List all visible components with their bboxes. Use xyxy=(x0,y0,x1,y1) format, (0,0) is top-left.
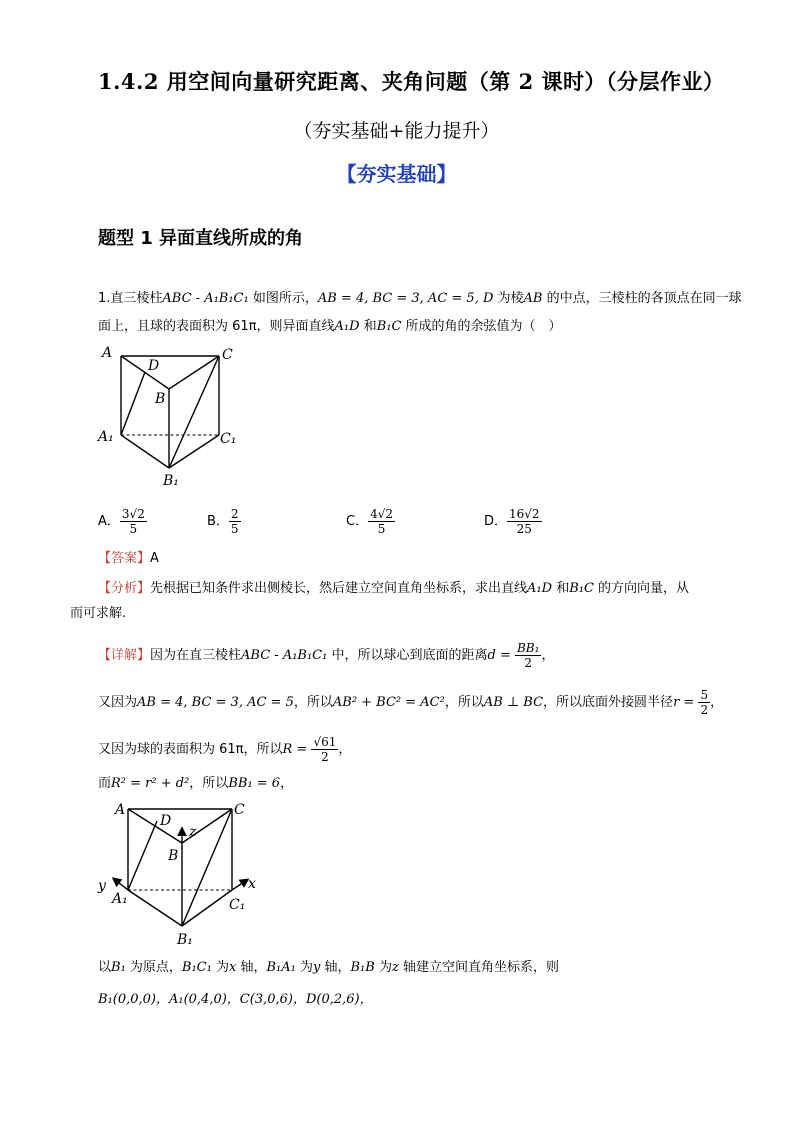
coords-line-2: B₁(0,0,0)，A₁(0,4,0)，C(3,0,6)，D(0,2,6)， xyxy=(98,992,373,1007)
fig1-label-B1: B₁ xyxy=(163,473,179,489)
prism-figure-1 xyxy=(96,342,256,492)
prism-figure-2-with-axes xyxy=(94,798,274,953)
coords-line-1: 以B₁ 为原点，B₁C₁ 为x 轴，B₁A₁ 为y 轴，B₁B 为z 轴建立空间直角坐标系，则 xyxy=(98,960,559,975)
fig2-label-B1: B₁ xyxy=(177,932,193,948)
fig2-label-z: z xyxy=(189,824,197,840)
detail-d-fraction: $\frac{\text{BB₁}}{2}$ xyxy=(516,641,540,670)
fig1-label-C: C xyxy=(222,347,233,363)
question-line-1: 1.直三棱柱ABC - A₁B₁C₁ 如图所示，AB = 4, BC = 3, AC = 5, D 为棱AB 的中点，三棱柱的各顶点在同一球 xyxy=(98,291,742,306)
fig2-label-A1: A₁ xyxy=(112,891,128,907)
fig1-label-A1: A₁ xyxy=(98,429,114,445)
fig2-label-C: C xyxy=(234,802,245,818)
fig2-label-A: A xyxy=(115,802,126,818)
fig1-label-B: B xyxy=(155,391,166,407)
option-a-fraction: $\frac{3√2}{5}$ xyxy=(121,507,145,536)
detail-line-1: 【详解】因为在直三棱柱ABC - A₁B₁C₁ 中，所以球心到底面的距离d = $\frac{\text{BB₁}}{2}$ ， xyxy=(98,641,555,670)
page-title: 1.4.2 用空间向量研究距离、夹角问题（第 2 课时）（分层作业） xyxy=(98,69,725,94)
question-type-heading: 题型 1 异面直线所成的角 xyxy=(98,228,304,249)
fig2-label-y: y xyxy=(98,878,106,894)
detail-line-3: 又因为球的表面积为 61π，所以R = $\frac{√61}{2}$ ， xyxy=(98,735,352,764)
section-heading: 【夯实基础】 xyxy=(336,162,457,186)
question-line-2: 面上，且球的表面积为 61π，则异面直线A₁D 和B₁C 所成的角的余弦值为（ ） xyxy=(98,319,562,334)
answer-line: 【答案】A xyxy=(98,551,159,566)
option-b-fraction: $\frac{2}{5}$ xyxy=(230,507,239,536)
fig1-label-C1: C₁ xyxy=(220,431,237,447)
fig2-label-x: x xyxy=(248,876,256,892)
detail-line-2: 又因为AB = 4, BC = 3, AC = 5，所以AB² + BC² = AC²，所以AB ⊥ BC，所以底面外接圆半径r = $\frac{5}{2}$ ， xyxy=(98,688,724,717)
option-a[interactable]: A． $\frac{3√2}{5}$ xyxy=(98,507,145,536)
option-d-fraction: $\frac{16√2}{25}$ xyxy=(509,507,540,536)
fig2-label-C1: C₁ xyxy=(229,897,246,913)
detail-R-fraction: $\frac{√61}{2}$ xyxy=(313,735,337,764)
option-c[interactable]: C． $\frac{4√2}{5}$ xyxy=(346,507,393,536)
fig2-label-B: B xyxy=(168,848,179,864)
fig1-label-A: A xyxy=(102,345,113,361)
detail-line-4: 而R² = r² + d²，所以BB₁ = 6， xyxy=(98,776,294,791)
option-c-fraction: $\frac{4√2}{5}$ xyxy=(370,507,393,536)
analysis-line-2: 而可求解. xyxy=(70,606,127,621)
page-subtitle: （夯实基础+能力提升） xyxy=(293,120,500,142)
fig2-label-D: D xyxy=(160,813,172,829)
analysis-line-1: 【分析】先根据已知条件求出侧棱长，然后建立空间直角坐标系，求出直线A₁D 和B₁C 的方向向量，从 xyxy=(98,581,690,596)
option-b[interactable]: B． $\frac{2}{5}$ xyxy=(207,507,239,536)
fig1-label-D: D xyxy=(148,358,160,374)
option-d[interactable]: D． $\frac{16√2}{25}$ xyxy=(484,507,540,536)
detail-r-fraction: $\frac{5}{2}$ xyxy=(700,688,709,717)
